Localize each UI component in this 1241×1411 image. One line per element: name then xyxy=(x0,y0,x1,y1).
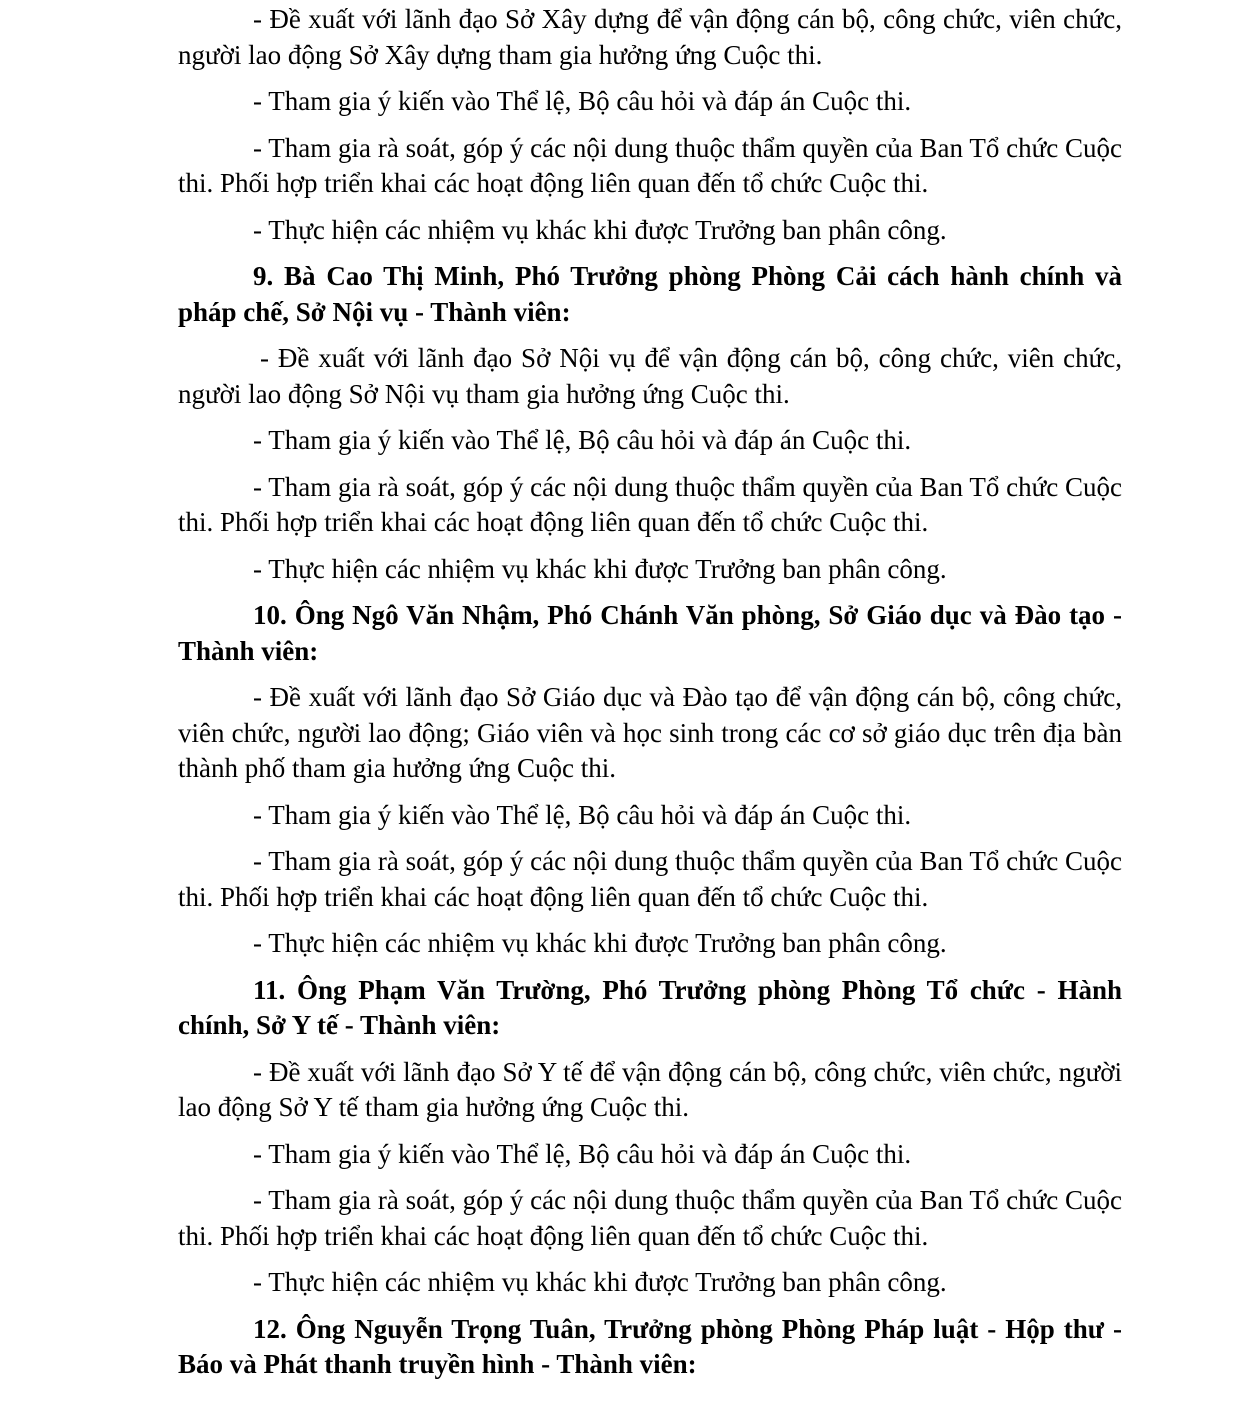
task-item: - Tham gia ý kiến vào Thể lệ, Bộ câu hỏi và đáp án Cuộc thi. xyxy=(253,86,912,116)
task-item: - Tham gia rà soát, góp ý các nội dung thuộc thẩm quyền của Ban Tổ chức Cuộc thi. Phối hợp triển khai các hoạt động liên quan đến tổ chức Cuộc thi. xyxy=(178,1185,1122,1251)
task-item: - Đề xuất với lãnh đạo Sở Nội vụ để vận động cán bộ, công chức, viên chức, người lao động Sở Nội vụ tham gia hưởng ứng Cuộc thi. xyxy=(178,343,1122,409)
task-item: - Tham gia ý kiến vào Thể lệ, Bộ câu hỏi và đáp án Cuộc thi. xyxy=(253,799,912,830)
task-item: - Đề xuất với lãnh đạo Sở Giáo dục và Đào tạo để vận động cán bộ, công chức, viên chức, người lao động; Giáo viên và học sinh trong các cơ sở giáo dục trên địa bàn thành phố tham gia hưởng ứng Cuộc thi. xyxy=(178,682,1122,783)
member-heading: 10. Ông Ngô Văn Nhậm, Phó Chánh Văn phòng, Sở Giáo dục và Đào tạo - Thành viên: xyxy=(178,600,1122,666)
task-item: - Thực hiện các nhiệm vụ khác khi được Trưởng ban phân công. xyxy=(253,1267,947,1297)
task-item: - Thực hiện các nhiệm vụ khác khi được Trưởng ban phân công. xyxy=(253,928,947,958)
member-heading: 11. Ông Phạm Văn Trường, Phó Trưởng phòng Phòng Tổ chức - Hành chính, Sở Y tế - Thành viên: xyxy=(178,974,1122,1040)
task-item: - Tham gia rà soát, góp ý các nội dung thuộc thẩm quyền của Ban Tổ chức Cuộc thi. Phối hợp triển khai các hoạt động liên quan đến tổ chức Cuộc thi. xyxy=(178,846,1122,912)
task-item: - Thực hiện các nhiệm vụ khác khi được Trưởng ban phân công. xyxy=(253,214,947,245)
task-item: - Đề xuất với lãnh đạo Sở Y tế để vận động cán bộ, công chức, viên chức, người lao động Sở Y tế tham gia hưởng ứng Cuộc thi. xyxy=(178,1056,1122,1122)
member-heading: 12. Ông Nguyễn Trọng Tuân, Trưởng phòng Phòng Pháp luật - Hộp thư - Báo và Phát thanh truyền hình - Thành viên: xyxy=(178,1313,1122,1379)
task-item: - Tham gia rà soát, góp ý các nội dung thuộc thẩm quyền của Ban Tổ chức Cuộc thi. Phối hợp triển khai các hoạt động liên quan đến tổ chức Cuộc thi. xyxy=(178,471,1122,537)
task-item: - Đề xuất với lãnh đạo Sở Xây dựng để vận động cán bộ, công chức, viên chức, người lao động Sở Xây dựng tham gia hưởng ứng Cuộc thi. xyxy=(178,4,1122,70)
task-item: - Tham gia ý kiến vào Thể lệ, Bộ câu hỏi và đáp án Cuộc thi. xyxy=(253,1138,912,1169)
document-body xyxy=(178,2,1122,1394)
task-item: - Thực hiện các nhiệm vụ khác khi được Trưởng ban phân công. xyxy=(253,553,947,584)
task-item: - Tham gia ý kiến vào Thể lệ, Bộ câu hỏi và đáp án Cuộc thi. xyxy=(253,425,912,455)
task-item: - Tham gia rà soát, góp ý các nội dung thuộc thẩm quyền của Ban Tổ chức Cuộc thi. Phối hợp triển khai các hoạt động liên quan đến tổ chức Cuộc thi. xyxy=(178,132,1122,198)
member-heading: 9. Bà Cao Thị Minh, Phó Trưởng phòng Phòng Cải cách hành chính và pháp chế, Sở Nội vụ - Thành viên: xyxy=(178,261,1122,327)
